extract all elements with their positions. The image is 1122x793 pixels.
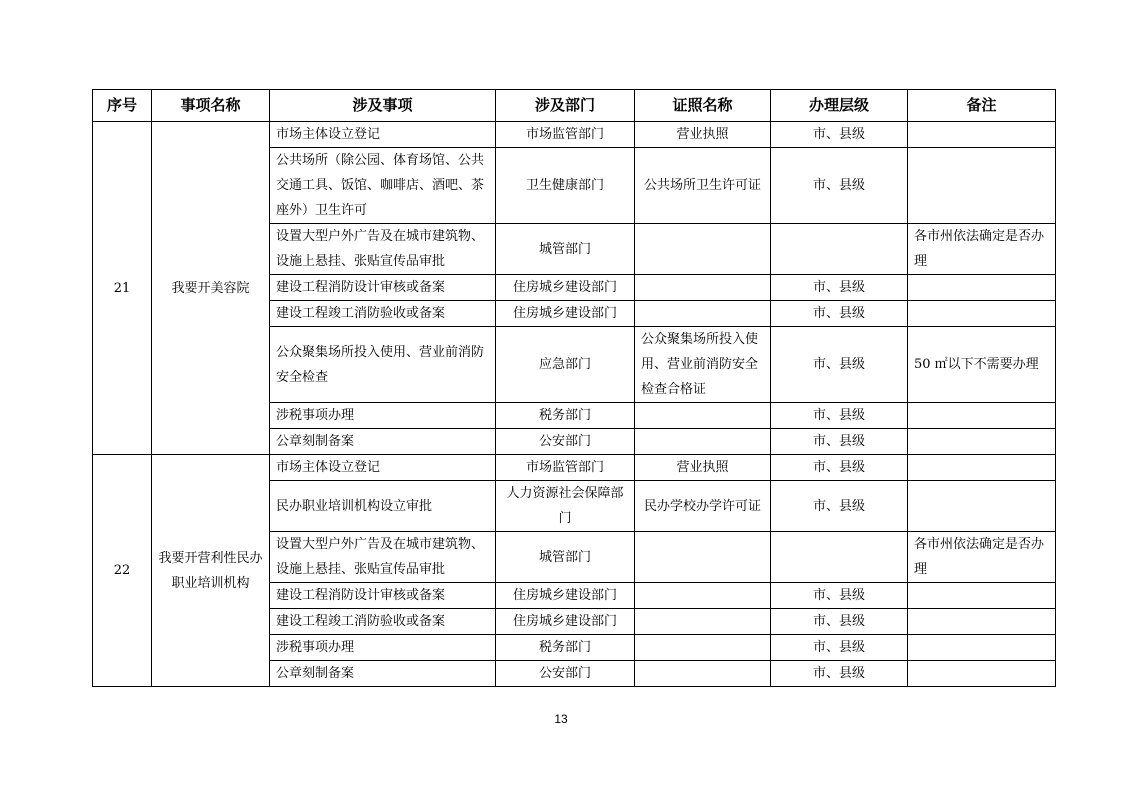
row-level: 市、县级 <box>771 481 908 532</box>
header-item: 涉及事项 <box>270 90 496 122</box>
header-dept: 涉及部门 <box>496 90 635 122</box>
table-row <box>93 455 1056 481</box>
row-item: 建设工程消防设计审核或备案 <box>270 275 496 301</box>
header-seq: 序号 <box>93 90 152 122</box>
row-license <box>635 635 771 661</box>
row-note: 各市州依法确定是否办理 <box>908 224 1056 275</box>
row-level: 市、县级 <box>771 403 908 429</box>
row-dept: 住房城乡建设部门 <box>496 583 635 609</box>
row-level: 市、县级 <box>771 661 908 687</box>
row-level: 市、县级 <box>771 122 908 148</box>
row-item: 市场主体设立登记 <box>270 455 496 481</box>
row-level: 市、县级 <box>771 148 908 224</box>
row-dept: 住房城乡建设部门 <box>496 275 635 301</box>
row-note <box>908 635 1056 661</box>
table-row <box>93 122 1056 148</box>
row-dept: 城管部门 <box>496 224 635 275</box>
row-license <box>635 661 771 687</box>
row-item: 设置大型户外广告及在城市建筑物、设施上悬挂、张贴宣传品审批 <box>270 224 496 275</box>
row-dept: 公安部门 <box>496 661 635 687</box>
row-dept: 住房城乡建设部门 <box>496 609 635 635</box>
header-license: 证照名称 <box>635 90 771 122</box>
row-item: 建设工程竣工消防验收或备案 <box>270 609 496 635</box>
row-license <box>635 403 771 429</box>
row-note <box>908 275 1056 301</box>
row-item: 公共场所（除公园、体育场馆、公共交通工具、饭馆、咖啡店、酒吧、茶座外）卫生许可 <box>270 148 496 224</box>
row-item: 建设工程消防设计审核或备案 <box>270 583 496 609</box>
row-dept: 人力资源社会保障部门 <box>496 481 635 532</box>
row-note: 50 ㎡以下不需要办理 <box>908 327 1056 403</box>
row-license: 营业执照 <box>635 122 771 148</box>
row-item: 涉税事项办理 <box>270 403 496 429</box>
row-license: 营业执照 <box>635 455 771 481</box>
services-table <box>92 89 1056 687</box>
row-dept: 税务部门 <box>496 403 635 429</box>
page-number: 13 <box>554 712 568 726</box>
row-note <box>908 583 1056 609</box>
row-license: 民办学校办学许可证 <box>635 481 771 532</box>
row-license: 公共场所卫生许可证 <box>635 148 771 224</box>
row-note: 各市州依法确定是否办理 <box>908 532 1056 583</box>
row-note <box>908 122 1056 148</box>
row-note <box>908 455 1056 481</box>
row-seq: 22 <box>93 455 152 687</box>
row-note <box>908 301 1056 327</box>
header-note: 备注 <box>908 90 1056 122</box>
row-item: 公章刻制备案 <box>270 661 496 687</box>
header-row <box>93 90 1056 122</box>
row-item: 建设工程竣工消防验收或备案 <box>270 301 496 327</box>
row-level: 市、县级 <box>771 301 908 327</box>
row-note <box>908 609 1056 635</box>
row-dept: 公安部门 <box>496 429 635 455</box>
row-dept: 市场监管部门 <box>496 122 635 148</box>
row-dept: 卫生健康部门 <box>496 148 635 224</box>
row-license: 公众聚集场所投入使用、营业前消防安全检查合格证 <box>635 327 771 403</box>
row-dept: 市场监管部门 <box>496 455 635 481</box>
row-level <box>771 224 908 275</box>
row-note <box>908 148 1056 224</box>
row-item: 公章刻制备案 <box>270 429 496 455</box>
row-item: 公众聚集场所投入使用、营业前消防安全检查 <box>270 327 496 403</box>
row-item: 涉税事项办理 <box>270 635 496 661</box>
row-item: 民办职业培训机构设立审批 <box>270 481 496 532</box>
row-license <box>635 583 771 609</box>
header-name: 事项名称 <box>152 90 270 122</box>
row-seq: 21 <box>93 122 152 455</box>
row-dept: 城管部门 <box>496 532 635 583</box>
row-license <box>635 609 771 635</box>
row-level: 市、县级 <box>771 609 908 635</box>
row-level: 市、县级 <box>771 275 908 301</box>
row-note <box>908 661 1056 687</box>
row-license <box>635 429 771 455</box>
row-dept: 应急部门 <box>496 327 635 403</box>
row-level: 市、县级 <box>771 429 908 455</box>
row-note <box>908 429 1056 455</box>
row-dept: 住房城乡建设部门 <box>496 301 635 327</box>
row-license <box>635 275 771 301</box>
row-license <box>635 224 771 275</box>
row-level: 市、县级 <box>771 583 908 609</box>
row-level: 市、县级 <box>771 455 908 481</box>
row-item: 市场主体设立登记 <box>270 122 496 148</box>
row-license <box>635 301 771 327</box>
row-note <box>908 481 1056 532</box>
row-level: 市、县级 <box>771 635 908 661</box>
header-level: 办理层级 <box>771 90 908 122</box>
row-service-name: 我要开营利性民办职业培训机构 <box>152 455 270 687</box>
row-level: 市、县级 <box>771 327 908 403</box>
row-level <box>771 532 908 583</box>
row-license <box>635 532 771 583</box>
row-item: 设置大型户外广告及在城市建筑物、设施上悬挂、张贴宣传品审批 <box>270 532 496 583</box>
row-service-name: 我要开美容院 <box>152 122 270 455</box>
row-dept: 税务部门 <box>496 635 635 661</box>
row-note <box>908 403 1056 429</box>
